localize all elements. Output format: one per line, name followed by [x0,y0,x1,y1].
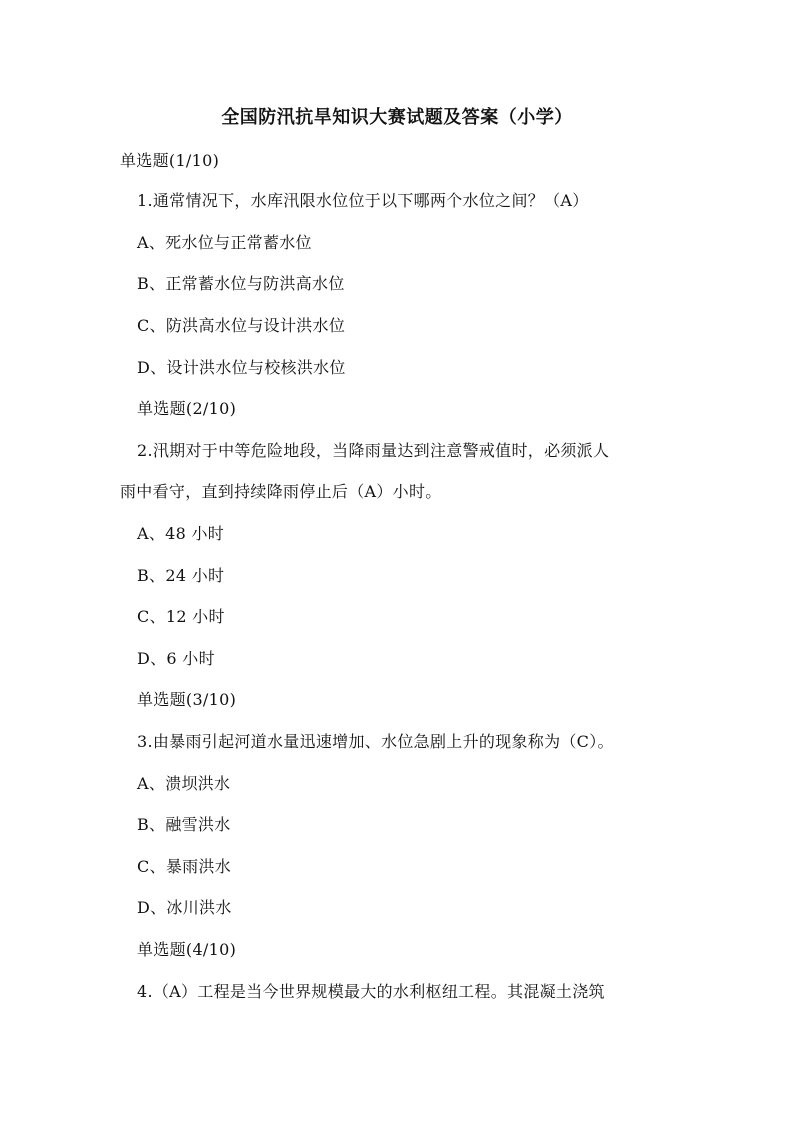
option-c: C、12 小时 [137,607,225,626]
option-c: C、暴雨洪水 [137,857,232,876]
option-a: A、溃坝洪水 [137,774,231,793]
option-a: A、48 小时 [137,524,225,543]
option-b: B、融雪洪水 [137,815,231,834]
section-label: 单选题(4/10) [137,940,237,959]
option-a: A、死水位与正常蓄水位 [137,233,312,252]
option-b: B、正常蓄水位与防洪高水位 [137,274,345,293]
question-stem: 1.通常情况下，水库汛限水位位于以下哪两个水位之间？（A） [137,191,589,210]
section-label: 单选题(1/10) [120,151,220,170]
section-label: 单选题(2/10) [137,399,237,418]
question-stem: 2.汛期对于中等危险地段，当降雨量达到注意警戒值时，必须派人 [137,441,610,460]
option-d: D、设计洪水位与校核洪水位 [137,358,346,377]
section-label: 单选题(3/10) [137,690,237,709]
document-title: 全国防汛抗旱知识大赛试题及答案（小学） [221,107,573,128]
option-c: C、防洪高水位与设计洪水位 [137,316,346,335]
question-stem: 4.（A）工程是当今世界规模最大的水利枢纽工程。其混凝土浇筑 [137,982,605,1001]
option-d: D、冰川洪水 [137,898,232,917]
question-stem: 3.由暴雨引起河道水量迅速增加、水位急剧上升的现象称为（C）。 [137,732,614,751]
option-b: B、24 小时 [137,566,225,585]
question-stem-continuation: 雨中看守，直到持续降雨停止后（A）小时。 [120,482,442,501]
option-d: D、6 小时 [137,649,215,668]
